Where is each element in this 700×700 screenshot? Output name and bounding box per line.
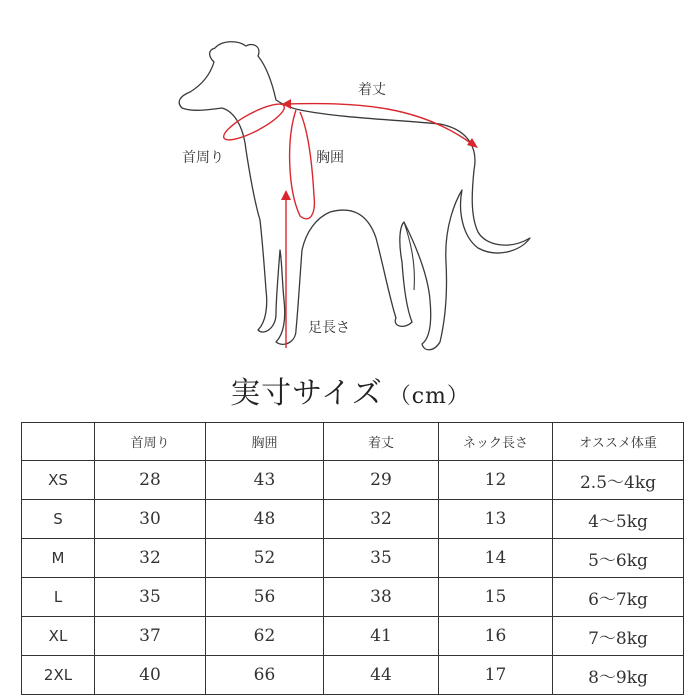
table-cell: 44 [324, 656, 439, 695]
header-cell: オススメ体重 [553, 423, 684, 461]
table-cell: 43 [206, 461, 324, 500]
size-cell: 2XL [22, 656, 95, 695]
table-cell: 30 [95, 500, 206, 539]
table-cell: 35 [324, 539, 439, 578]
table-cell: 29 [324, 461, 439, 500]
table-cell: 2.5～4kg [553, 461, 684, 500]
table-cell: 14 [439, 539, 553, 578]
table-cell: 28 [95, 461, 206, 500]
table-cell: 56 [206, 578, 324, 617]
table-cell: 13 [439, 500, 553, 539]
table-cell: 4～5kg [553, 500, 684, 539]
size-cell: XS [22, 461, 95, 500]
header-cell: 着丈 [324, 423, 439, 461]
header-cell [22, 423, 95, 461]
table-cell: 52 [206, 539, 324, 578]
label-neck: 首周り [182, 150, 224, 166]
label-length: 着丈 [358, 82, 386, 98]
table-cell: 12 [439, 461, 553, 500]
table-cell: 32 [324, 500, 439, 539]
size-cell: XL [22, 617, 95, 656]
table-cell: 40 [95, 656, 206, 695]
table-cell: 66 [206, 656, 324, 695]
table-cell: 35 [95, 578, 206, 617]
size-cell: L [22, 578, 95, 617]
size-table [21, 422, 684, 695]
size-cell: S [22, 500, 95, 539]
dog-outline [179, 42, 530, 350]
title-unit: （cm） [388, 384, 470, 409]
size-cell: M [22, 539, 95, 578]
header-cell: 胸囲 [206, 423, 324, 461]
table-header-row [22, 423, 684, 461]
length-arrowhead-start [282, 99, 291, 109]
leg-arrowhead [281, 190, 291, 200]
table-row [22, 656, 684, 695]
header-cell: 首周り [95, 423, 206, 461]
header-cell: ネック長さ [439, 423, 553, 461]
chest-measure-loop [290, 110, 315, 219]
table-row [22, 500, 684, 539]
table-row [22, 539, 684, 578]
table-cell: 62 [206, 617, 324, 656]
table-cell: 5～6kg [553, 539, 684, 578]
table-cell: 41 [324, 617, 439, 656]
title-text: 実寸サイズ [230, 376, 383, 411]
table-cell: 8～9kg [553, 656, 684, 695]
length-measure-arrow [286, 104, 472, 144]
table-cell: 15 [439, 578, 553, 617]
table-cell: 37 [95, 617, 206, 656]
label-chest: 胸囲 [316, 150, 344, 166]
table-cell: 7～8kg [553, 617, 684, 656]
table-cell: 38 [324, 578, 439, 617]
page-title [0, 368, 700, 412]
table-row [22, 461, 684, 500]
table-row [22, 578, 684, 617]
table-row [22, 617, 684, 656]
neck-measure-loop [220, 98, 288, 146]
table-cell: 48 [206, 500, 324, 539]
table-cell: 16 [439, 617, 553, 656]
label-leg: 足長さ [308, 320, 350, 336]
table-cell: 17 [439, 656, 553, 695]
table-cell: 32 [95, 539, 206, 578]
table-cell: 6～7kg [553, 578, 684, 617]
